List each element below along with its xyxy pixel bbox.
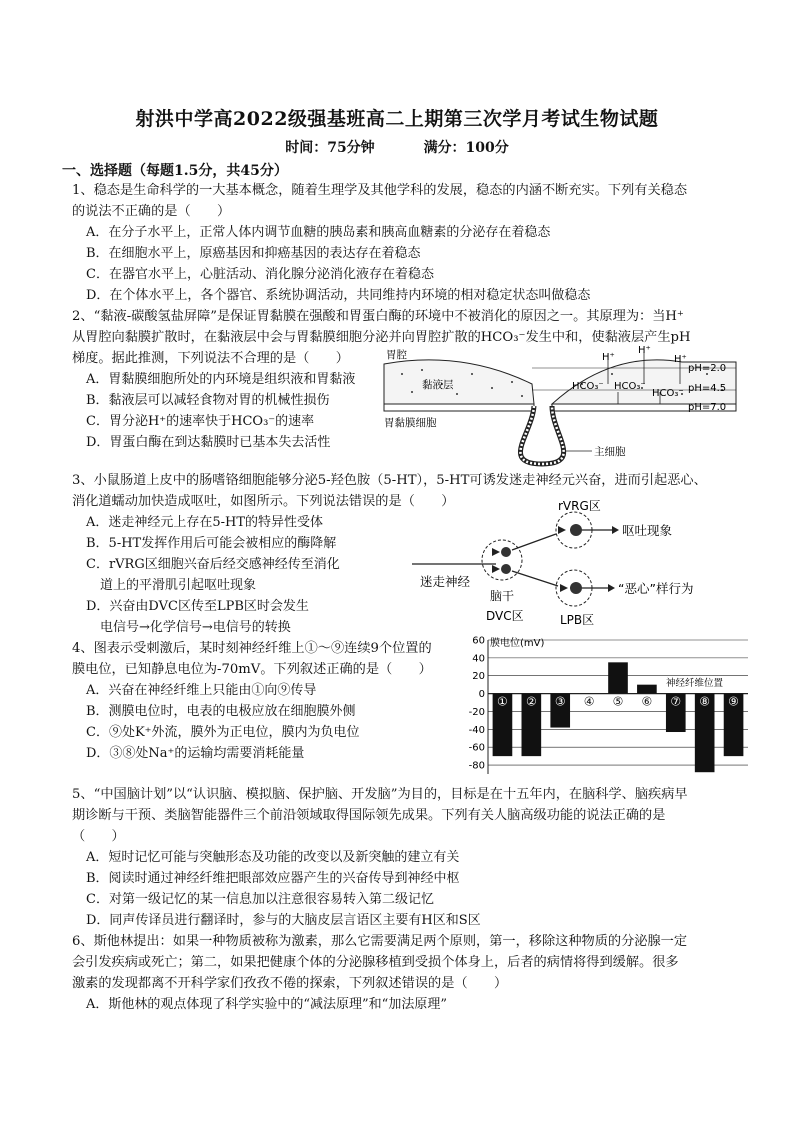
y-tick-label: -60 xyxy=(468,742,485,754)
label-nausea: “恶心”样行为 xyxy=(618,581,694,596)
x-tick-label: ⑤ xyxy=(612,694,624,709)
q4-option-d: D．③⑧处Na⁺的运输均需要消耗能量 xyxy=(86,746,305,761)
q5-option-d: D．同声传译员进行翻译时，参与的大脑皮层言语区主要有H区和S区 xyxy=(86,913,481,928)
label-h-2: H⁺ xyxy=(638,345,651,356)
label-vomit: 呕吐现象 xyxy=(622,523,673,538)
q2-option-d: D．胃蛋白酶在到达黏膜时已基本失去活性 xyxy=(86,435,331,450)
q5-stem-line3: （ ） xyxy=(72,829,125,844)
label-cells: 胃黏膜细胞 xyxy=(384,417,437,429)
y-tick-label: 60 xyxy=(472,635,485,647)
x-tick-label: ⑦ xyxy=(670,694,682,709)
x-tick-label: ⑧ xyxy=(699,694,711,709)
q5-stem-line2: 期诊断与干预、类脑智能器件三个前沿领域取得国际领先成果。下列有关人脑高级功能的说法正确的是 xyxy=(72,808,666,823)
q2-stem-line3: 梯度。据此推测，下列说法不合理的是（ ） xyxy=(72,351,349,366)
section-heading: 一、选择题（每题1.5分，共45分） xyxy=(62,163,288,179)
q1-option-b: B．在细胞水平上，原癌基因和抑癌基因的表达存在着稳态 xyxy=(86,246,421,261)
q1-option-d: D．在个体水平上，各个器官、系统协调活动，共同维持内环境的相对稳定状态叫做稳态 xyxy=(86,288,591,303)
exam-score: 满分：100分 xyxy=(423,140,509,156)
vomit-pathway-diagram xyxy=(412,494,738,628)
y-tick-label: 40 xyxy=(472,653,485,665)
q4-option-a: A．兴奋在神经纤维上只能由①向⑨传导 xyxy=(86,683,317,698)
chart-xlabel: 神经纤维位置 xyxy=(666,678,724,689)
exam-info xyxy=(0,137,794,157)
membrane-potential-chart xyxy=(458,634,750,776)
stomach-mucus-diagram xyxy=(382,344,738,468)
label-vagus: 迷走神经 xyxy=(420,574,471,589)
q3-option-c-line1: C．rVRG区细胞兴奋后经交感神经传至消化 xyxy=(86,557,340,572)
q3-stem-line2: 消化道蠕动加快造成呕吐，如图所示。下列说法错误的是（ ） xyxy=(72,494,455,509)
y-tick-label: -20 xyxy=(468,706,485,718)
q5-stem-line1: 5、“中国脑计划”以“认识脑、模拟脑、保护脑、开发脑”为目的，目标是在十五年内，在脑科学、脑疾病早 xyxy=(72,787,688,802)
label-brainstem: 脑干 xyxy=(490,589,515,603)
q6-stem-line3: 激素的发现都离不开科学家们孜孜不倦的探索，下列叙述错误的是（ ） xyxy=(72,976,508,991)
label-h-1: H⁺ xyxy=(602,352,615,363)
x-tick-label: ④ xyxy=(583,694,595,709)
q3-stem-line1: 3、小鼠肠道上皮中的肠嗜铬细胞能够分泌5-羟色胺（5-HT），5-HT可诱发迷走神经元兴奋，进而引起恶心、 xyxy=(72,473,707,488)
label-h-3: H⁺ xyxy=(674,354,687,365)
q4-stem-line2: 膜电位，已知静息电位为-70mV。下列叙述正确的是（ ） xyxy=(72,662,432,677)
q6-stem-line1: 6、斯他林提出：如果一种物质被称为激素，那么它需要满足两个原则，第一，移除这种物质的分泌腺一定 xyxy=(72,934,688,949)
label-ph-2: pH=4.5 xyxy=(688,383,727,394)
q1-stem-line1: 1、稳态是生命科学的一大基本概念，随着生理学及其他学科的发展，稳态的内涵不断充实。下列有关稳态 xyxy=(72,183,688,198)
y-tick-label: -80 xyxy=(468,760,485,772)
x-tick-label: ① xyxy=(497,694,508,709)
q3-option-b: B．5-HT发挥作用后可能会被相应的酶降解 xyxy=(86,536,337,551)
page-title: 射洪中学高2022级强基班高二上期第三次学月考试生物试题 xyxy=(135,108,659,130)
q5-option-b: B．阅读时通过神经纤维把眼部效应器产生的兴奋传导到神经中枢 xyxy=(86,871,460,886)
q2-option-b: B．黏液层可以减轻食物对胃的机械性损伤 xyxy=(86,393,330,408)
q1-stem-line2: 的说法不正确的是（ ） xyxy=(72,204,231,219)
q4-option-b: B．测膜电位时，电表的电极应放在细胞膜外侧 xyxy=(86,704,356,719)
label-hco3-3: HCO₃⁻ xyxy=(652,388,684,399)
label-lpb: LPB区 xyxy=(560,613,595,627)
label-ph-1: pH=2.0 xyxy=(688,363,727,374)
q3-option-c-line2: 道上的平滑肌引起呕吐现象 xyxy=(100,578,257,593)
label-chief: 主细胞 xyxy=(594,446,626,458)
x-tick-label: ② xyxy=(525,694,537,709)
q6-option-a: A．斯他林的观点体现了科学实验中的“减法原理”和“加法原理” xyxy=(86,997,447,1012)
q2-stem-line1: 2、“黏液-碳酸氢盐屏障”是保证胃黏膜在强酸和胃蛋白酶的环境中不被消化的原因之一。其原理为：当H⁺ xyxy=(72,309,684,324)
x-tick-label: ⑥ xyxy=(641,694,653,709)
label-hco3-2: HCO₃⁻ xyxy=(614,381,646,392)
q3-option-d-line2: 电信号→化学信号→电信号的转换 xyxy=(100,620,291,635)
bar xyxy=(608,662,628,693)
y-tick-label: 0 xyxy=(478,689,485,701)
label-hco3-1: HCO₃⁻ xyxy=(572,381,604,392)
q5-option-c: C．对第一级记忆的某一信息加以注意很容易转入第二级记忆 xyxy=(86,892,434,907)
label-rvrg: rVRG区 xyxy=(558,499,601,513)
label-mucus: 黏液层 xyxy=(422,379,454,391)
y-tick-label: 20 xyxy=(472,671,485,683)
q1-option-a: A．在分子水平上，正常人体内调节血糖的胰岛素和胰高血糖素的分泌存在着稳态 xyxy=(86,225,551,240)
bar xyxy=(637,685,657,694)
q2-option-c: C．胃分泌H⁺的速率快于HCO₃⁻的速率 xyxy=(86,414,315,429)
q4-option-c: C．⑨处K⁺外流，膜外为正电位，膜内为负电位 xyxy=(86,725,360,740)
chart-ylabel: 膜电位(mV) xyxy=(490,638,545,649)
label-ph-3: pH=7.0 xyxy=(688,402,727,413)
x-tick-label: ⑨ xyxy=(728,694,739,709)
q2-option-a: A．胃黏膜细胞所处的内环境是组织液和胃黏液 xyxy=(86,372,356,387)
q4-stem-line1: 4、图表示受刺激后，某时刻神经纤维上①～⑨连续9个位置的 xyxy=(72,641,432,656)
exam-time: 时间：75分钟 xyxy=(285,140,375,156)
x-tick-label: ③ xyxy=(554,694,566,709)
q5-option-a: A．短时记忆可能与突触形态及功能的改变以及新突触的建立有关 xyxy=(86,850,460,865)
q3-option-d-line1: D．兴奋由DVC区传至LPB区时会发生 xyxy=(86,599,309,614)
y-tick-label: -40 xyxy=(468,724,485,736)
label-dvc: DVC区 xyxy=(486,609,524,623)
label-lumen: 胃腔 xyxy=(386,349,407,361)
q6-stem-line2: 会引发疾病或死亡；第二，如果把健康个体的分泌腺移植到受损个体身上，后者的病情将得到缓解。很多 xyxy=(72,955,679,970)
q1-option-c: C．在器官水平上，心脏活动、消化腺分泌消化液存在着稳态 xyxy=(86,267,434,282)
q3-option-a: A．迷走神经元上存在5-HT的特异性受体 xyxy=(86,515,324,530)
q2-stem-line2: 从胃腔向黏膜扩散时，在黏液层中会与胃黏膜细胞分泌并向胃腔扩散的HCO₃⁻发生中和，使黏液层产生pH xyxy=(72,330,691,345)
